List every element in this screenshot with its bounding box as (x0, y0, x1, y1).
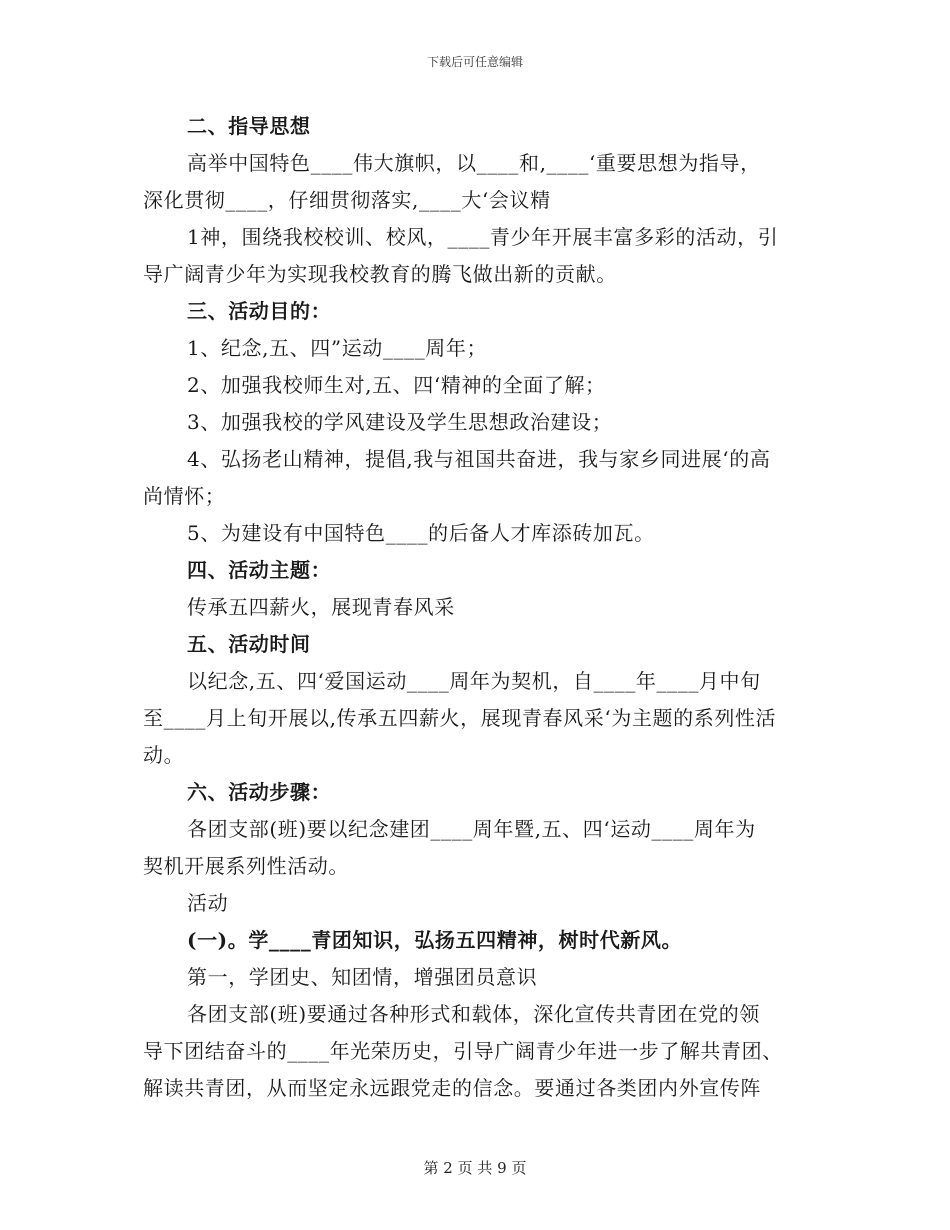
text-line: 契机开展系列性活动。 (143, 854, 349, 878)
text-line: 5、为建设有中国特色____的后备人才库添砖加瓦。 (187, 521, 655, 545)
section-heading: 二、指导思想 (187, 114, 311, 138)
text-line: 深化贯彻____，仔细贯彻落实,____大‘会议精 (143, 188, 551, 212)
section-heading: 五、活动时间 (187, 632, 311, 656)
text-line: 以纪念,五、四‘爱国运动____周年为契机，自____年____月中旬 (187, 669, 761, 693)
section-heading: 四、活动主题： (187, 558, 332, 582)
document-body (143, 108, 813, 1107)
text-line: 2、加强我校师生对,五、四‘精神的全面了解； (187, 373, 606, 397)
text-line: 各团支部(班)要以纪念建团____周年暨,五、四‘运动____周年为 (187, 817, 756, 841)
section-heading: (一)。学____青团知识，弘扬五四精神，树时代新风。 (187, 928, 683, 952)
text-line: 解读共青团，从而坚定永远跟党走的信念。要通过各类团内外宣传阵 (143, 1076, 761, 1100)
text-line: 至____月上旬开展以,传承五四薪火，展现青春风采‘为主题的系列性活 (143, 706, 777, 730)
text-line: 导下团结奋斗的____年光荣历史，引导广阔青少年进一步了解共青团、 (143, 1039, 783, 1063)
text-line: 高举中国特色____伟大旗帜，以____和,____‘重要思想为指导， (187, 151, 761, 175)
text-line: 动。 (143, 743, 185, 767)
text-line: 3、加强我校的学风建设及学生思想政治建设； (187, 410, 613, 434)
text-line: 4、弘扬老山精神，提倡,我与祖国共奋进，我与家乡同进展‘的高 (187, 447, 771, 471)
text-line: 尚情怀； (143, 484, 226, 508)
text-line: 传承五四薪火，展现青春风采 (187, 595, 455, 619)
page-header: 下载后可任意编辑 (426, 55, 523, 69)
section-heading: 六、活动步骤： (187, 780, 332, 804)
section-heading: 三、活动目的： (187, 299, 332, 323)
text-line: 各团支部(班)要通过各种形式和载体，深化宣传共青团在党的领 (187, 1002, 761, 1026)
page-footer: 第 2 页 共 9 页 (423, 1159, 527, 1177)
text-line: 1神，围绕我校校训、校风，____青少年开展丰富多彩的活动，引 (187, 225, 779, 249)
text-line: 活动 (187, 891, 229, 915)
text-line: 导广阔青少年为实现我校教育的腾飞做出新的贡献。 (143, 262, 617, 286)
text-line: 第一，学团史、知团情，增强团员意识 (187, 965, 538, 989)
text-line: 1、纪念,五、四”运动____周年； (187, 336, 488, 360)
